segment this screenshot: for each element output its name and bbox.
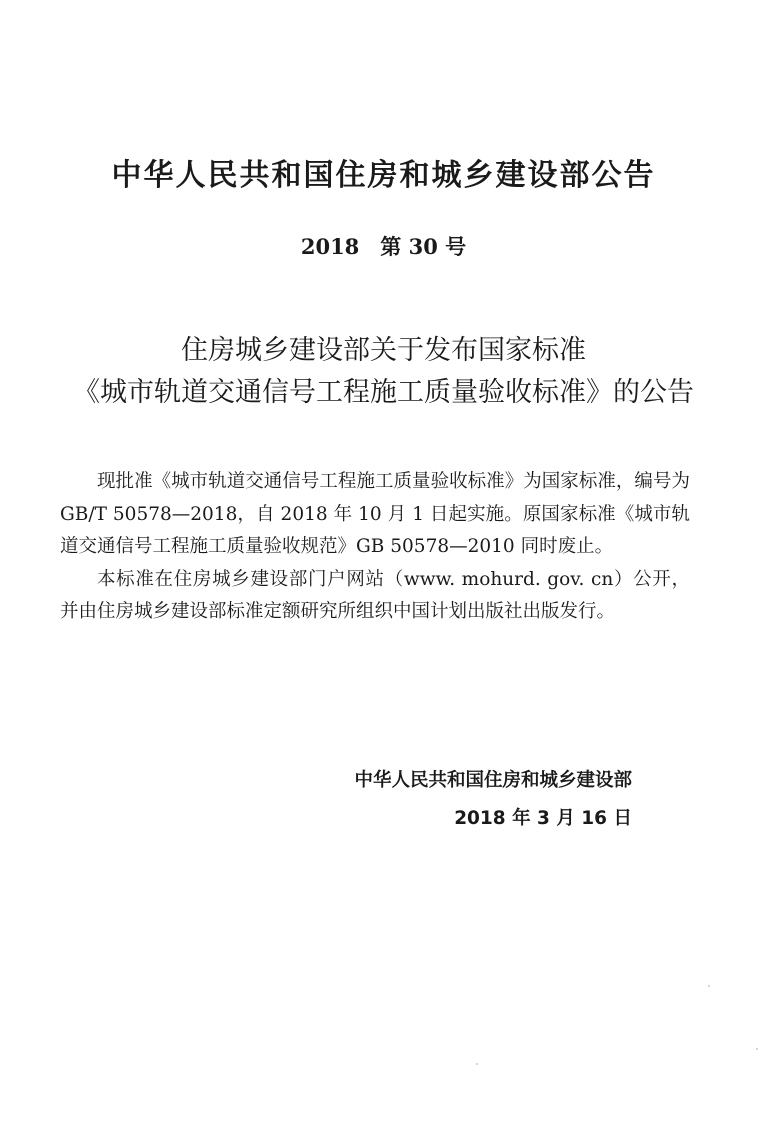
scan-speck xyxy=(476,1063,478,1065)
notice-title-line-1: 住房城乡建设部关于发布国家标准 xyxy=(181,335,586,366)
issue-number: 2018 第 30 号 xyxy=(300,234,467,259)
signature-block xyxy=(354,762,632,838)
notice-body xyxy=(60,466,690,629)
announcement-title: 中华人民共和国住房和城乡建设部公告 xyxy=(111,158,656,193)
issuer-name: 中华人民共和国住房和城乡建设部 xyxy=(354,770,632,791)
body-paragraph-1: 现批准《城市轨道交通信号工程施工质量验收标准》为国家标准，编号为 GB/T 50578—2018，自 2018 年 10 月 1 日起实施。原国家标准《城市轨道交通信号工程施工质量验收规范》GB 50578—2010 同时废止。 xyxy=(60,471,690,557)
body-paragraph-2: 本标准在住房城乡建设部门户网站（www. mohurd. gov. cn）公开，并由住房城乡建设部标准定额研究所组织中国计划出版社出版发行。 xyxy=(60,568,690,622)
notice-title xyxy=(0,330,767,414)
issue-date: 2018 年 3 月 16 日 xyxy=(454,808,632,829)
scan-speck xyxy=(708,985,710,987)
scan-speck xyxy=(756,1048,758,1050)
notice-title-line-2: 《城市轨道交通信号工程施工质量验收标准》的公告 xyxy=(73,377,694,408)
